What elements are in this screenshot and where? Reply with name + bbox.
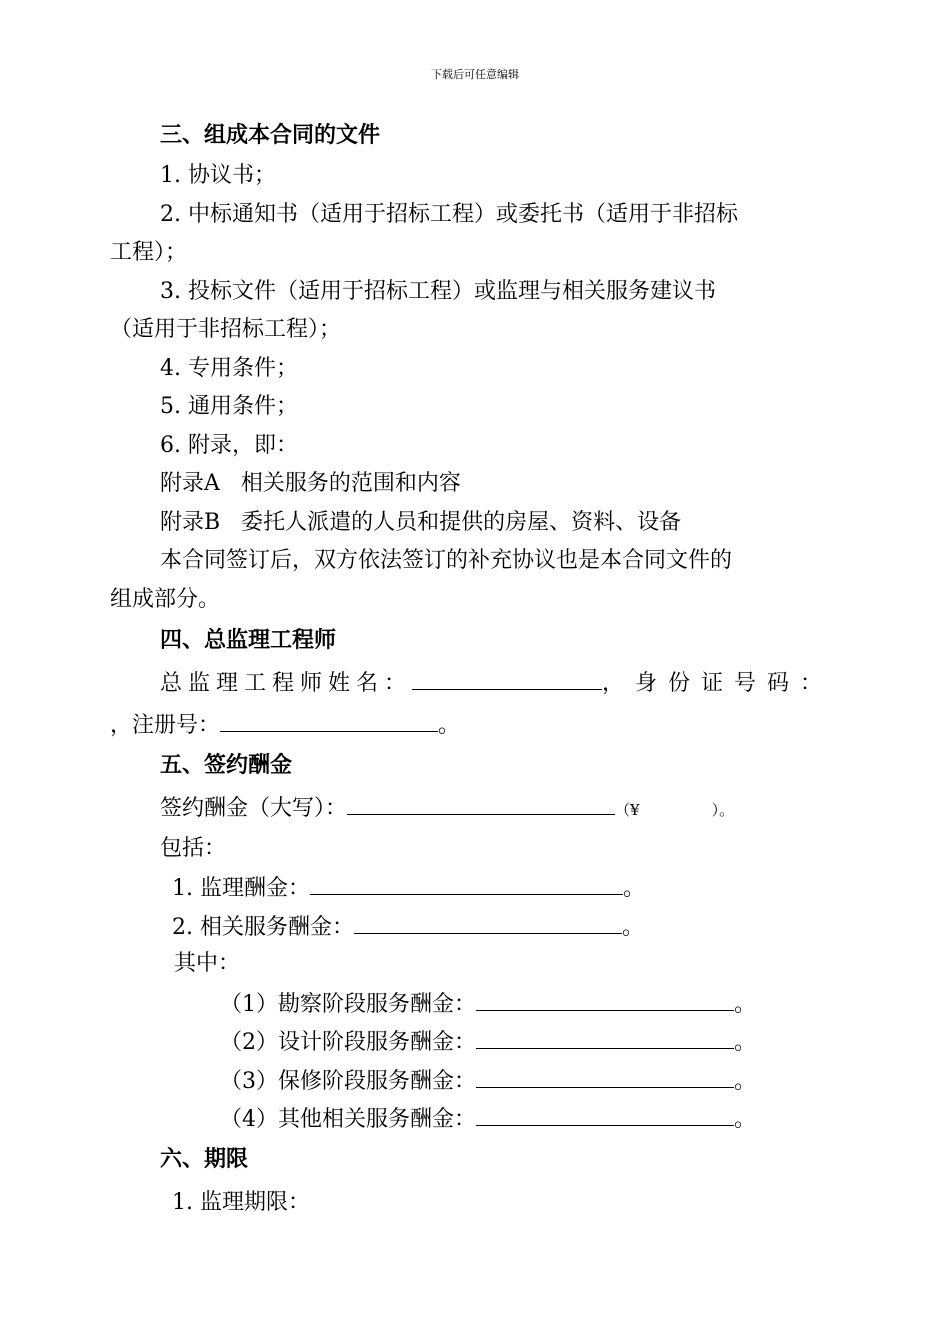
design-fee-end: 。 xyxy=(734,1030,757,1055)
supervision-fee-label: 1. 监理酬金： xyxy=(172,876,310,901)
other-fee-end: 。 xyxy=(734,1107,757,1132)
supplement-note: 本合同签订后，双方依法签订的补充协议也是本合同文件的 xyxy=(160,548,733,573)
survey-fee-label: （1）勘察阶段服务酬金： xyxy=(220,991,476,1017)
fee-label: 签约酬金（大写）： xyxy=(160,795,348,821)
other-fee-line xyxy=(110,1099,837,1138)
doc-item-6: 6. 附录，即： xyxy=(160,432,298,458)
name-label: 总监理工程师姓名： xyxy=(160,671,413,696)
supplement-note-cont: 组成部分。 xyxy=(110,586,221,612)
registration-line xyxy=(110,705,837,744)
survey-fee-line xyxy=(110,984,837,1023)
reg-end: 。 xyxy=(438,713,461,738)
appendix-a: 附录A 相关服务的范围和内容 xyxy=(160,471,461,496)
survey-fee-end: 。 xyxy=(734,991,757,1017)
supervision-fee-field[interactable] xyxy=(310,868,623,895)
registration-field[interactable] xyxy=(220,705,438,732)
other-fee-label: （4）其他相关服务酬金： xyxy=(220,1107,476,1132)
chief-engineer-line xyxy=(110,662,837,705)
doc-item-2: 2. 中标通知书（适用于招标工程）或委托书（适用于非招标 xyxy=(160,201,738,227)
section-5-title: 五、签约酬金 xyxy=(160,751,293,778)
doc-item-3-cont: （适用于非招标工程）； xyxy=(110,317,342,342)
related-fee-field[interactable] xyxy=(354,907,622,934)
related-fee-label: 2. 相关服务酬金： xyxy=(172,914,354,940)
name-field[interactable] xyxy=(412,663,602,690)
supervision-fee-end: 。 xyxy=(622,876,645,901)
design-fee-label: （2）设计阶段服务酬金： xyxy=(220,1030,476,1055)
doc-item-5: 5. 通用条件； xyxy=(160,394,298,419)
related-fee-line xyxy=(110,907,837,946)
fee-paren-close: ）。 xyxy=(711,800,735,819)
section-3-title: 三、组成本合同的文件 xyxy=(160,122,381,148)
supervision-period: 1. 监理期限： xyxy=(172,1189,310,1215)
design-fee-line xyxy=(110,1022,837,1061)
reg-label: ，注册号： xyxy=(110,713,221,738)
appendix-b: 附录B 委托人派遣的人员和提供的房屋、资料、设备 xyxy=(160,509,682,535)
related-fee-end: 。 xyxy=(621,914,644,940)
fee-words-field[interactable] xyxy=(347,788,615,815)
warranty-fee-end: 。 xyxy=(734,1068,757,1094)
warranty-fee-field[interactable] xyxy=(476,1061,734,1088)
id-label: ，身份证号码： xyxy=(602,671,834,696)
other-fee-field[interactable] xyxy=(476,1099,734,1126)
warranty-fee-line xyxy=(110,1061,837,1100)
survey-fee-field[interactable] xyxy=(476,984,734,1011)
doc-item-3: 3. 投标文件（适用于招标工程）或监理与相关服务建议书 xyxy=(160,278,716,304)
fee-paren-open: （¥ xyxy=(615,800,640,819)
page-header: 下载后可任意编辑 xyxy=(431,68,519,81)
warranty-fee-label: （3）保修阶段服务酬金： xyxy=(220,1068,476,1094)
design-fee-field[interactable] xyxy=(476,1022,734,1049)
of-which-label: 其中： xyxy=(174,951,241,976)
doc-item-1: 1. 协议书； xyxy=(160,163,276,188)
section-6-title: 六、期限 xyxy=(160,1145,249,1172)
contract-document xyxy=(110,114,837,1224)
include-label: 包括： xyxy=(160,835,227,861)
section-4-title: 四、总监理工程师 xyxy=(160,627,337,653)
supervision-fee-line xyxy=(110,868,837,907)
doc-item-2-cont: 工程）； xyxy=(110,240,188,265)
doc-item-4: 4. 专用条件； xyxy=(160,355,298,381)
contract-fee-line xyxy=(110,787,837,830)
